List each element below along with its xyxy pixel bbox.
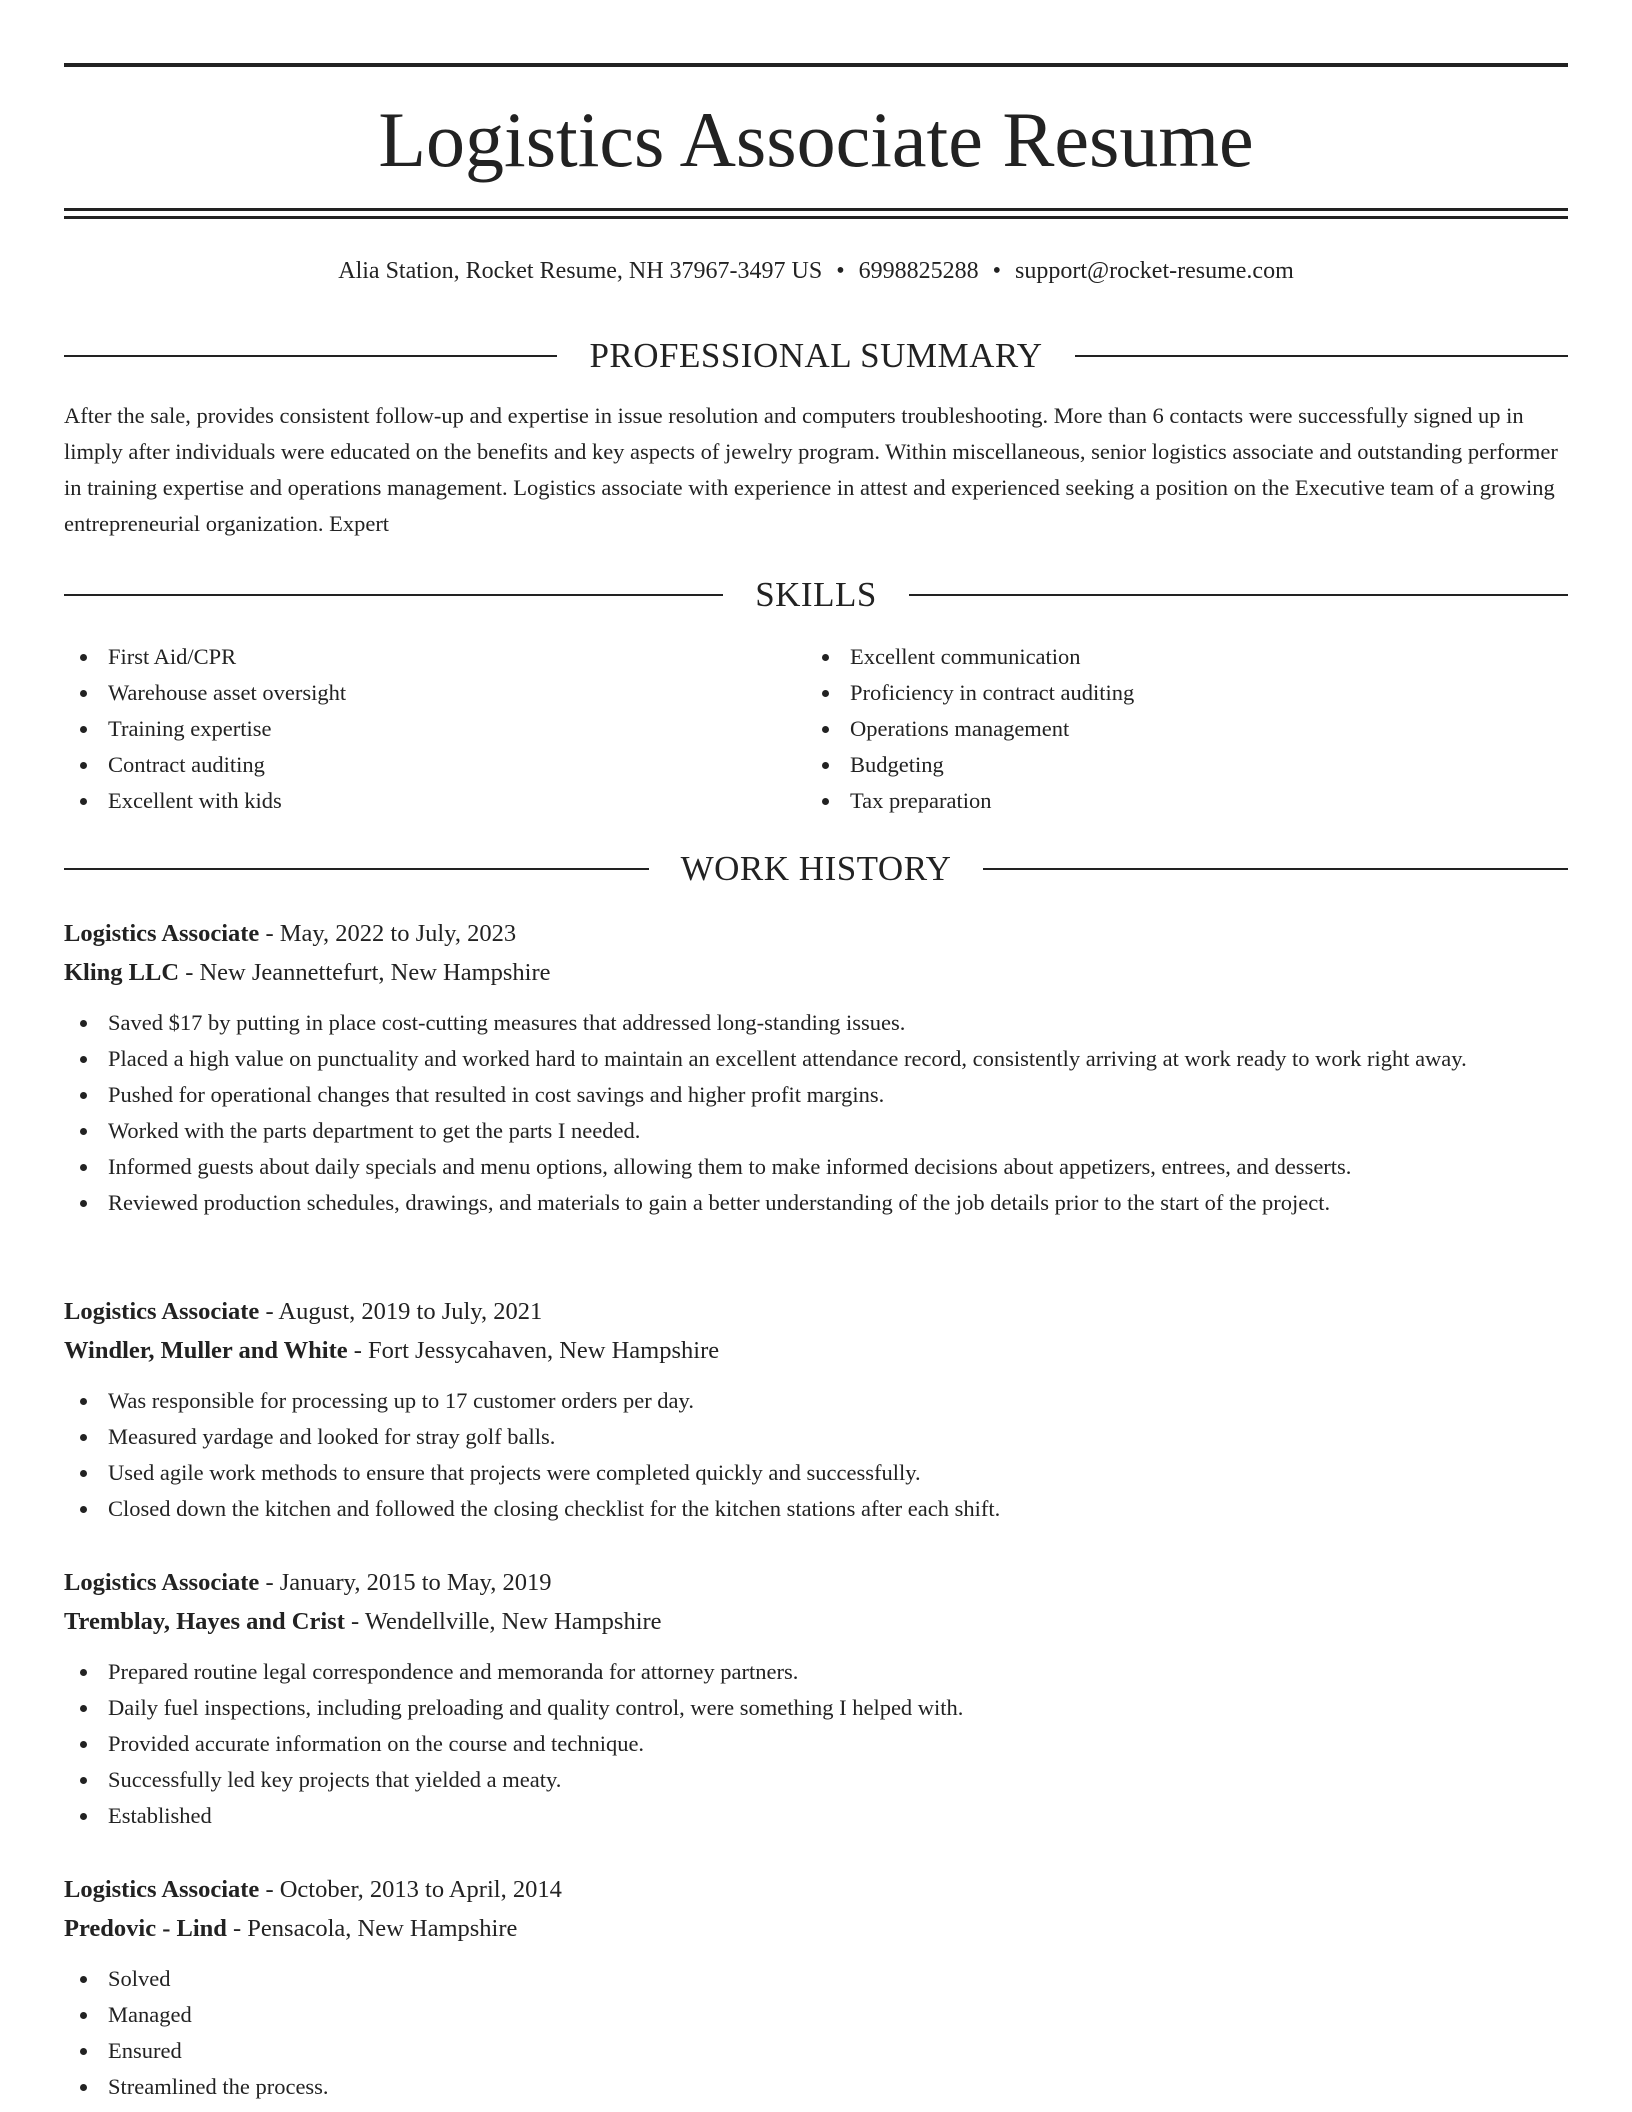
job-bullet: Worked with the parts department to get the parts I needed. — [64, 1113, 1568, 1149]
job-location: - Pensacola, New Hampshire — [226, 1915, 518, 1942]
job-company: Tremblay, Hayes and Crist — [64, 1608, 345, 1635]
job-bullets — [64, 1005, 1568, 1221]
skills-heading: SKILLS — [755, 575, 877, 614]
job-bullet: Saved $17 by putting in place cost-cutting measures that addressed long-standing issues. — [64, 1005, 1568, 1041]
skill-item: Training expertise — [64, 711, 764, 747]
job-bullet: Measured yardage and looked for stray golf balls. — [64, 1419, 1568, 1455]
job-bullet: Daily fuel inspections, including preloading and quality control, were something I helped with. — [64, 1690, 1568, 1726]
job-title-line — [64, 1870, 1568, 1909]
job-title: Logistics Associate — [64, 920, 260, 947]
header-double-rule-lower — [64, 216, 1568, 219]
job-dates: - May, 2022 to July, 2023 — [259, 920, 517, 947]
job-entry — [64, 914, 1568, 1221]
job-entry — [64, 1563, 1568, 1834]
job-bullet: Informed guests about daily specials and menu options, allowing them to make informed decisions about appetizers, entrees, and desserts. — [64, 1149, 1568, 1185]
summary-heading: PROFESSIONAL SUMMARY — [589, 336, 1043, 375]
section-rule-right — [909, 594, 1568, 596]
job-title-line — [64, 1292, 1568, 1331]
job-dates: - January, 2015 to May, 2019 — [259, 1569, 552, 1596]
summary-section-header — [64, 334, 1568, 378]
job-bullet: Ensured — [64, 2033, 1568, 2069]
contact-email: support@rocket-resume.com — [1015, 258, 1294, 284]
job-bullet: Established — [64, 1798, 1568, 1834]
summary-text: After the sale, provides consistent follow-up and expertise in issue resolution and computers troubleshooting. More than 6 contacts were successfully signed up in limply after individuals were educated on the benefits and key aspects of jewelry program. Within miscellaneous, senior logistics associate and outstanding performer in training expertise and operations management. Logistics associate with experience in attest and experienced seeking a position on the Executive team of a growing entrepreneurial organization. Expert — [64, 403, 1558, 536]
job-company-line — [64, 1331, 1568, 1370]
contact-phone: 6998825288 — [858, 258, 979, 284]
job-company: Predovic - Lind — [64, 1915, 227, 1942]
job-location: - New Jeannettefurt, New Hampshire — [179, 959, 551, 986]
job-location: - Fort Jessycahaven, New Hampshire — [347, 1337, 720, 1364]
job-title: Logistics Associate — [64, 1298, 260, 1325]
page-title: Logistics Associate Resume — [378, 96, 1254, 183]
job-bullet: Managed — [64, 1997, 1568, 2033]
contact-separator: • — [836, 258, 845, 284]
job-company: Kling LLC — [64, 959, 180, 986]
job-bullets — [64, 1654, 1568, 1834]
job-bullet: Streamlined the process. — [64, 2069, 1568, 2105]
job-bullet: Pushed for operational changes that resulted in cost savings and higher profit margins. — [64, 1077, 1568, 1113]
job-title: Logistics Associate — [64, 1569, 260, 1596]
skill-item: Excellent communication — [806, 639, 1506, 675]
job-company: Windler, Muller and White — [64, 1337, 348, 1364]
section-rule-left — [64, 594, 723, 596]
job-company-line — [64, 1602, 1568, 1641]
job-entry — [64, 1292, 1568, 1527]
section-rule-right — [1075, 355, 1568, 357]
job-bullet: Closed down the kitchen and followed the closing checklist for the kitchen stations after each shift. — [64, 1491, 1568, 1527]
work-heading: WORK HISTORY — [680, 849, 952, 888]
job-location: - Wendellville, New Hampshire — [344, 1608, 662, 1635]
job-title: Logistics Associate — [64, 1876, 260, 1903]
job-dates: - October, 2013 to April, 2014 — [259, 1876, 562, 1903]
job-bullet: Prepared routine legal correspondence and memoranda for attorney partners. — [64, 1654, 1568, 1690]
job-bullet: Solved — [64, 1961, 1568, 1997]
header-top-rule — [64, 63, 1568, 67]
section-rule-right — [983, 868, 1568, 870]
skills-section-header — [64, 573, 1568, 617]
job-bullet: Provided accurate information on the course and technique. — [64, 1726, 1568, 1762]
contact-separator: • — [992, 258, 1002, 284]
job-bullets — [64, 1383, 1568, 1527]
skills-list-right — [806, 639, 1506, 819]
job-title-line — [64, 914, 1568, 953]
skill-item: Budgeting — [806, 747, 1506, 783]
work-section-header — [64, 847, 1568, 891]
skills-list-left — [64, 639, 764, 819]
job-bullet: Placed a high value on punctuality and worked hard to maintain an excellent attendance record, consistently arriving at work ready to work right away. — [64, 1041, 1568, 1077]
skill-item: Warehouse asset oversight — [64, 675, 764, 711]
skill-item: Contract auditing — [64, 747, 764, 783]
job-dates: - August, 2019 to July, 2021 — [259, 1298, 543, 1325]
skill-item: Excellent with kids — [64, 783, 764, 819]
job-company-line — [64, 1909, 1568, 1948]
skill-item: Tax preparation — [806, 783, 1506, 819]
job-bullets — [64, 1961, 1568, 2105]
section-rule-left — [64, 868, 649, 870]
job-bullet: Used agile work methods to ensure that projects were completed quickly and successfully. — [64, 1455, 1568, 1491]
job-company-line — [64, 953, 1568, 992]
contact-line — [64, 254, 1568, 288]
job-bullet: Successfully led key projects that yielded a meaty. — [64, 1762, 1568, 1798]
contact-address: Alia Station, Rocket Resume, NH 37967-3497 US — [338, 258, 823, 284]
job-bullet: Reviewed production schedules, drawings, and materials to gain a better understanding of the job details prior to the start of the project. — [64, 1185, 1568, 1221]
skill-item: Operations management — [806, 711, 1506, 747]
job-title-line — [64, 1563, 1568, 1602]
skill-item: Proficiency in contract auditing — [806, 675, 1506, 711]
skill-item: First Aid/CPR — [64, 639, 764, 675]
section-rule-left — [64, 355, 557, 357]
header-double-rule-upper — [64, 208, 1568, 211]
job-bullet: Was responsible for processing up to 17 customer orders per day. — [64, 1383, 1568, 1419]
job-entry — [64, 1870, 1568, 2105]
